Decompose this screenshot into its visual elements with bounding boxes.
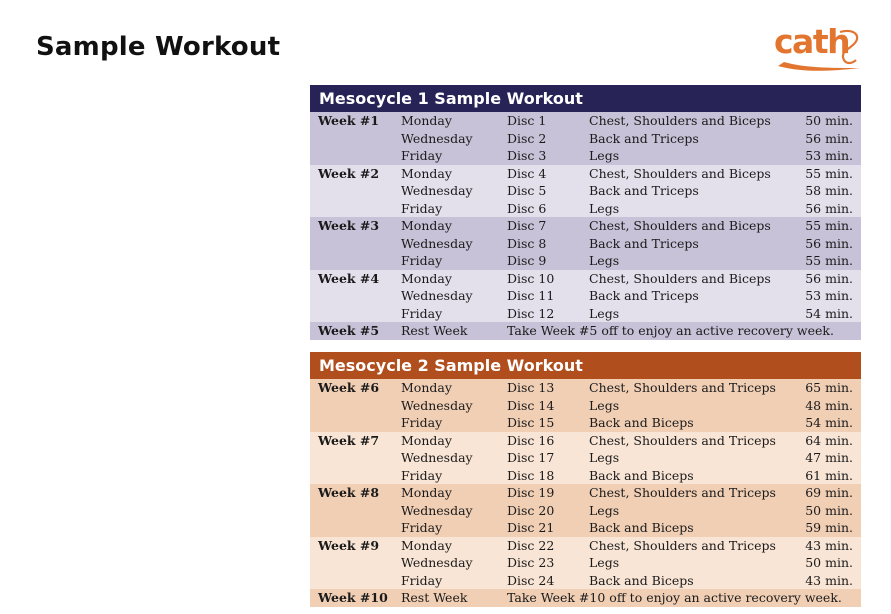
time-cell: 50 min. [805, 555, 853, 570]
week-label-empty [310, 449, 401, 467]
focus-cell: Back and Triceps [589, 235, 699, 251]
disc-cell: Disc 6 [507, 200, 547, 216]
time-cell: 56 min. [805, 200, 853, 216]
disc-cell: Disc 21 [507, 520, 555, 535]
day-cell: Friday [401, 467, 443, 483]
focus-cell: Chest, Shoulders and Triceps [589, 485, 776, 500]
day-cell: Monday [401, 537, 452, 553]
time-cell: 56 min. [805, 270, 853, 286]
cathe-logo [770, 22, 866, 78]
table-row [310, 270, 861, 288]
disc-cell: Disc 23 [507, 555, 555, 570]
disc-cell: Disc 17 [507, 450, 555, 465]
disc-cell: Disc 15 [507, 415, 555, 430]
focus-cell: Legs [589, 253, 620, 268]
day-cell: Friday [401, 572, 443, 588]
week-group [310, 165, 861, 218]
focus-cell: Legs [589, 200, 620, 216]
week-label-empty [310, 554, 401, 572]
focus-cell: Back and Triceps [589, 288, 699, 303]
focus-cell: Back and Biceps [589, 572, 694, 588]
disc-cell: Disc 18 [507, 467, 555, 483]
table-row [310, 449, 861, 467]
disc-cell: Disc 3 [507, 148, 547, 163]
focus-cell: Legs [589, 305, 620, 321]
week-label-empty [310, 397, 401, 415]
mesocycle-heading: Mesocycle 2 Sample Workout [310, 352, 861, 379]
week-group [310, 112, 861, 165]
week-group [310, 270, 861, 323]
rest-week-group [310, 589, 861, 607]
mesocycle-heading: Mesocycle 1 Sample Workout [310, 85, 861, 112]
disc-cell: Disc 24 [507, 572, 555, 588]
disc-cell: Disc 20 [507, 502, 555, 518]
table-row [310, 200, 861, 218]
week-label: Week #6 [318, 380, 380, 395]
time-cell: 47 min. [805, 450, 853, 465]
mesocycle-2-table [310, 352, 861, 607]
table-row [310, 502, 861, 520]
table-row [310, 467, 861, 485]
disc-cell: Disc 4 [507, 165, 547, 181]
table-row [310, 165, 861, 183]
time-cell: 53 min. [805, 148, 853, 163]
week-label-empty [310, 502, 401, 520]
day-cell: Friday [401, 253, 443, 268]
time-cell: 65 min. [805, 380, 853, 395]
time-cell: 55 min. [805, 253, 853, 268]
table-row [310, 484, 861, 502]
mesocycle-1-table [310, 85, 861, 340]
day-cell: Wednesday [401, 288, 473, 303]
week-label: Week #7 [318, 432, 380, 448]
focus-cell: Chest, Shoulders and Biceps [589, 218, 771, 233]
week-label-empty [310, 519, 401, 537]
focus-cell: Chest, Shoulders and Biceps [589, 270, 771, 286]
rest-note: Take Week #10 off to enjoy an active recovery week. [507, 590, 842, 605]
week-group [310, 537, 861, 590]
day-cell: Monday [401, 270, 452, 286]
day-cell: Friday [401, 305, 443, 321]
focus-cell: Back and Biceps [589, 520, 694, 535]
table-row [310, 287, 861, 305]
rest-week-row [310, 322, 861, 340]
week-group [310, 484, 861, 537]
table-row [310, 397, 861, 415]
week-label-empty [310, 467, 401, 485]
focus-cell: Chest, Shoulders and Biceps [589, 165, 771, 181]
table-row [310, 305, 861, 323]
disc-cell: Disc 14 [507, 397, 555, 413]
day-cell: Friday [401, 148, 443, 163]
time-cell: 64 min. [805, 432, 853, 448]
disc-cell: Disc 11 [507, 288, 555, 303]
table-row [310, 379, 861, 397]
focus-cell: Legs [589, 397, 620, 413]
time-cell: 53 min. [805, 288, 853, 303]
focus-cell: Back and Triceps [589, 183, 699, 198]
day-cell: Wednesday [401, 555, 473, 570]
focus-cell: Chest, Shoulders and Triceps [589, 380, 776, 395]
focus-cell: Legs [589, 450, 620, 465]
time-cell: 59 min. [805, 520, 853, 535]
time-cell: 55 min. [805, 218, 853, 233]
day-cell: Monday [401, 380, 452, 395]
day-cell: Rest Week [401, 323, 468, 338]
time-cell: 58 min. [805, 183, 853, 198]
table-row [310, 572, 861, 590]
table-row [310, 432, 861, 450]
disc-cell: Disc 1 [507, 113, 547, 128]
week-label-empty [310, 130, 401, 148]
focus-cell: Legs [589, 502, 620, 518]
day-cell: Rest Week [401, 590, 468, 605]
day-cell: Friday [401, 415, 443, 430]
table-row [310, 554, 861, 572]
time-cell: 43 min. [805, 537, 853, 553]
week-label-empty [310, 235, 401, 253]
time-cell: 61 min. [805, 467, 853, 483]
disc-cell: Disc 16 [507, 432, 555, 448]
page-title: Sample Workout [36, 32, 281, 62]
day-cell: Monday [401, 165, 452, 181]
time-cell: 69 min. [805, 485, 853, 500]
focus-cell: Back and Biceps [589, 415, 694, 430]
disc-cell: Disc 2 [507, 130, 547, 146]
week-label: Week #10 [318, 590, 388, 605]
week-label-empty [310, 147, 401, 165]
disc-cell: Disc 13 [507, 380, 555, 395]
disc-cell: Disc 19 [507, 485, 555, 500]
time-cell: 56 min. [805, 235, 853, 251]
time-cell: 55 min. [805, 165, 853, 181]
focus-cell: Back and Triceps [589, 130, 699, 146]
focus-cell: Chest, Shoulders and Biceps [589, 113, 771, 128]
day-cell: Monday [401, 113, 452, 128]
table-row [310, 147, 861, 165]
time-cell: 50 min. [805, 113, 853, 128]
time-cell: 54 min. [805, 415, 853, 430]
table-row [310, 217, 861, 235]
day-cell: Monday [401, 485, 452, 500]
day-cell: Wednesday [401, 502, 473, 518]
focus-cell: Legs [589, 555, 620, 570]
week-label: Week #2 [318, 165, 380, 181]
rest-week-row [310, 589, 861, 607]
disc-cell: Disc 8 [507, 235, 547, 251]
day-cell: Friday [401, 520, 443, 535]
focus-cell: Chest, Shoulders and Triceps [589, 537, 776, 553]
week-label: Week #9 [318, 537, 380, 553]
week-label: Week #5 [318, 323, 380, 338]
week-label: Week #4 [318, 270, 380, 286]
logo-wordmark: cath [774, 22, 850, 61]
week-label-empty [310, 182, 401, 200]
day-cell: Wednesday [401, 235, 473, 251]
table-row [310, 519, 861, 537]
day-cell: Wednesday [401, 450, 473, 465]
week-label-empty [310, 252, 401, 270]
day-cell: Wednesday [401, 130, 473, 146]
disc-cell: Disc 22 [507, 537, 555, 553]
week-group [310, 432, 861, 485]
week-label: Week #3 [318, 218, 380, 233]
table-row [310, 537, 861, 555]
day-cell: Wednesday [401, 183, 473, 198]
time-cell: 50 min. [805, 502, 853, 518]
day-cell: Wednesday [401, 397, 473, 413]
disc-cell: Disc 12 [507, 305, 555, 321]
week-label-empty [310, 305, 401, 323]
day-cell: Monday [401, 432, 452, 448]
rest-note: Take Week #5 off to enjoy an active recovery week. [507, 323, 834, 338]
focus-cell: Legs [589, 148, 620, 163]
table-row [310, 182, 861, 200]
time-cell: 43 min. [805, 572, 853, 588]
week-label-empty [310, 414, 401, 432]
time-cell: 54 min. [805, 305, 853, 321]
week-label: Week #8 [318, 485, 380, 500]
focus-cell: Chest, Shoulders and Triceps [589, 432, 776, 448]
rest-week-group [310, 322, 861, 340]
table-row [310, 235, 861, 253]
time-cell: 56 min. [805, 130, 853, 146]
table-row [310, 112, 861, 130]
focus-cell: Back and Biceps [589, 467, 694, 483]
day-cell: Monday [401, 218, 452, 233]
table-row [310, 130, 861, 148]
time-cell: 48 min. [805, 397, 853, 413]
week-label-empty [310, 200, 401, 218]
day-cell: Friday [401, 200, 443, 216]
table-row [310, 414, 861, 432]
disc-cell: Disc 5 [507, 183, 547, 198]
disc-cell: Disc 10 [507, 270, 555, 286]
disc-cell: Disc 9 [507, 253, 547, 268]
week-label-empty [310, 287, 401, 305]
week-label-empty [310, 572, 401, 590]
table-row [310, 252, 861, 270]
disc-cell: Disc 7 [507, 218, 547, 233]
week-label: Week #1 [318, 113, 380, 128]
week-group [310, 379, 861, 432]
week-group [310, 217, 861, 270]
